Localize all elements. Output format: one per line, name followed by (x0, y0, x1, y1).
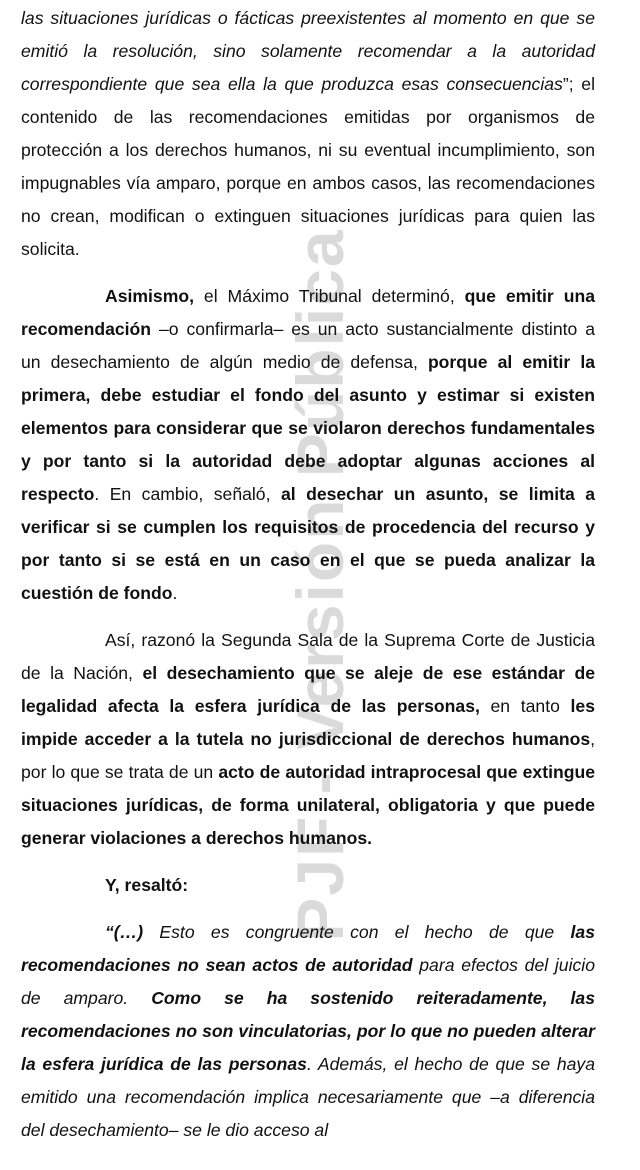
bold-run: al desechar un asunto, se limita a verificar si se cumplen los requisitos de procedencia del recurso y por tanto si se está en un caso en el que se pueda analizar la cuestión de fondo (21, 484, 595, 603)
italic-run: Esto es congruente con el hecho de que (143, 922, 571, 942)
bold-run: Asimismo, (105, 286, 194, 306)
paragraph-3 (21, 624, 595, 855)
text-run: . En cambio, señaló, (94, 484, 281, 504)
text-run: el Máximo Tribunal determinó, (193, 286, 465, 306)
paragraph-1 (21, 2, 595, 266)
text-run: , por lo que se trata de un (21, 729, 595, 782)
watermark: PJF - Versión Pública (283, 228, 357, 942)
text-run: en tanto (479, 696, 571, 716)
bold-run: el desechamiento que se aleje de ese estándar de legalidad afecta la esfera jurídica de las personas, (21, 663, 595, 716)
document-body (21, 2, 595, 1147)
text-run: Así, razonó la Segunda Sala de la Suprema Corte de Justicia de la Nación, (21, 630, 595, 683)
text-run: . (172, 583, 178, 603)
bold-run: Y, resaltó: (105, 875, 189, 895)
italic-run: para efectos del juicio de amparo (21, 955, 595, 1008)
paragraph-5-quote (21, 916, 595, 1147)
paragraph-4 (21, 869, 595, 902)
bold-italic-run: “(…) (105, 922, 144, 942)
bold-italic-run: las recomendaciones no sean actos de autoridad (21, 922, 595, 975)
italic-run: . Además, el hecho de que se haya emitido una recomendación implica necesariamente que –a diferencia del desechamiento– se le dio acceso al (21, 1054, 596, 1140)
bold-italic-run: Como se ha sostenido reiteradamente, las recomendaciones no son vinculatorias, por lo que no pueden alterar la esfera jurídica de las personas (21, 988, 595, 1074)
italic-run: . (123, 988, 152, 1008)
bold-run: porque al emitir la primera, debe estudiar el fondo del asunto y estimar si existen elementos para considerar que se violaron derechos fundamentales y por tanto si la autoridad debe adoptar algunas acciones al respecto (21, 352, 595, 504)
bold-run: que emitir una recomendación (21, 286, 595, 339)
text-run: –o confirmarla– es un acto sustancialmente distinto a un desechamiento de algún medio de defensa, (21, 319, 595, 372)
paragraph-2 (21, 280, 595, 610)
quote-fragment: las situaciones jurídicas o fácticas preexistentes al momento en que se emitió la resolución, sino solamente recomendar a la autoridad correspondiente que sea ella la que produzca esas consecuencias (21, 8, 595, 94)
bold-run: acto de autoridad intraprocesal que extingue situaciones jurídicas, de forma unilateral, obligatoria y que puede generar violaciones a derechos humanos. (21, 762, 595, 848)
bold-run: les impide acceder a la tutela no jurisdiccional de derechos humanos (21, 696, 595, 749)
text-run: ”; el contenido de las recomendaciones emitidas por organismos de protección a los derechos humanos, ni su eventual incumplimiento, son impugnables vía amparo, porque en ambos casos, las recomendaciones no crean, modifican o extinguen situaciones jurídicas para quien las solicita. (21, 74, 595, 259)
